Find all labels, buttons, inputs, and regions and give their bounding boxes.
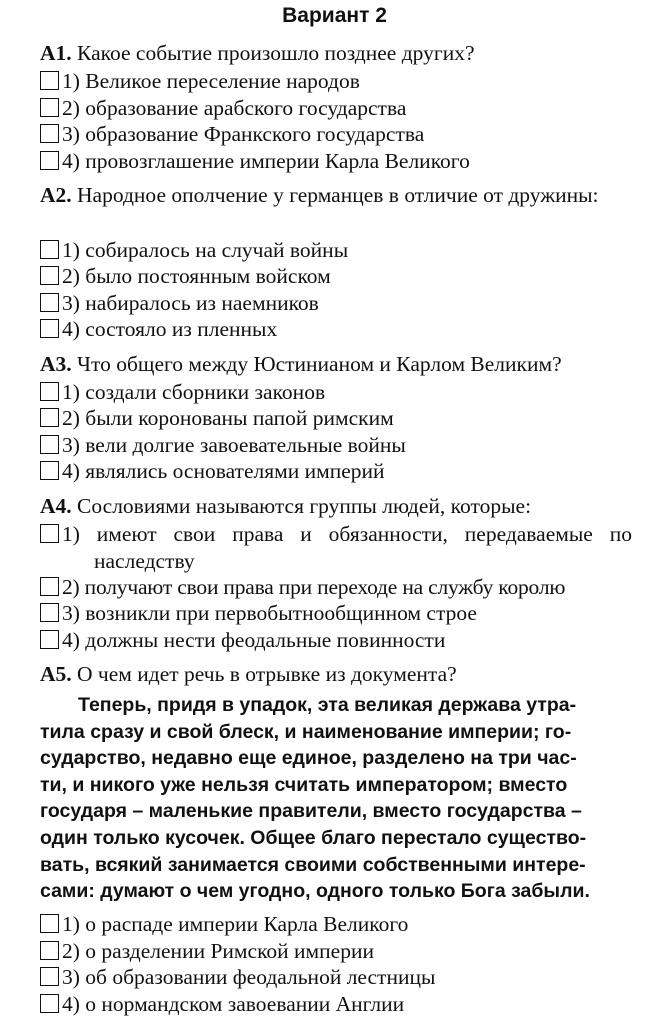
option-label: 2) было постоянным войском: [62, 264, 331, 288]
excerpt-line: вать, всякий занимается своими собственными интере-: [40, 853, 586, 876]
option-label: 1) создали сборники законов: [62, 380, 326, 404]
excerpt-line: государя – маленькие правители, вместо государства –: [40, 800, 582, 823]
checkbox[interactable]: [40, 630, 59, 649]
answer-option[interactable]: [40, 237, 632, 264]
option-label: 3) об образовании феодальной лестницы: [62, 965, 436, 989]
answer-option[interactable]: [40, 458, 632, 485]
answer-option[interactable]: [40, 574, 632, 601]
checkbox[interactable]: [40, 603, 59, 622]
question-number: А4.: [40, 494, 72, 518]
answer-option[interactable]: [40, 432, 632, 459]
question-number: А5.: [40, 662, 72, 686]
question-text: Сословиями называются группы людей, которые:: [77, 494, 532, 518]
option-label: 2) были коронованы папой римским: [62, 406, 394, 430]
checkbox[interactable]: [40, 408, 59, 427]
option-label: 4) должны нести феодальные повинности: [62, 628, 446, 652]
answer-option[interactable]: [40, 148, 632, 175]
question-text: Народное ополчение у германцев в отличие от дружины:: [77, 183, 599, 207]
option-label: 3) образование Франкского государства: [62, 122, 425, 146]
option-label: 4) провозглашение империи Карла Великого: [62, 149, 470, 173]
option-label: 2) получают свои права при переходе на службу королю: [62, 575, 566, 599]
question-a1: [40, 40, 632, 67]
question-a4: [40, 493, 632, 520]
question-number: А3.: [40, 352, 72, 376]
excerpt-line: ти, и никого уже нельзя считать императором; вместо: [40, 773, 568, 796]
option-label: 4) являлись основателями империй: [62, 459, 385, 483]
checkbox[interactable]: [40, 71, 59, 90]
question-number: А2.: [40, 183, 72, 207]
answer-option[interactable]: [40, 316, 632, 343]
answer-option[interactable]: [40, 121, 632, 148]
checkbox[interactable]: [40, 124, 59, 143]
answer-option[interactable]: [40, 68, 632, 95]
option-label: 1) собиралось на случай войны: [62, 238, 349, 262]
excerpt-line: сами: думают о чем угодно, одного только Бога забыли.: [40, 880, 590, 903]
excerpt-line: один только кусочек. Общее благо перестало существо-: [40, 826, 587, 849]
excerpt-line: Теперь, придя в упадок, эта великая держава утра-: [78, 694, 577, 716]
checkbox[interactable]: [40, 967, 59, 986]
option-label: 1) Великое переселение народов: [62, 69, 360, 93]
answer-option[interactable]: [40, 290, 632, 317]
excerpt-line: сударство, недавно еще единое, разделено на три час-: [40, 747, 577, 770]
answer-option[interactable]: [40, 964, 632, 991]
option-label: 3) возникли при первобытнообщинном строе: [62, 601, 477, 625]
option-label: 4) о нормандском завоевании Англии: [62, 992, 405, 1016]
question-number: А1.: [40, 41, 72, 65]
variant-title: Вариант 2: [282, 4, 387, 27]
answer-option[interactable]: [40, 379, 632, 406]
option-label: 2) образование арабского государства: [62, 96, 407, 120]
answer-option[interactable]: [40, 95, 632, 122]
option-label: 2) о разделении Римской империи: [62, 939, 374, 963]
option-label: 1) о распаде империи Карла Великого: [62, 912, 409, 936]
answer-option[interactable]: [40, 405, 632, 432]
excerpt-line: тила сразу и свой блеск, и наименование империи; го-: [40, 720, 572, 743]
question-text: Что общего между Юстинианом и Карлом Великим?: [77, 352, 562, 376]
answer-option[interactable]: [40, 521, 632, 574]
option-label: 3) набиралось из наемников: [62, 291, 319, 315]
answer-option[interactable]: [40, 938, 632, 965]
checkbox[interactable]: [40, 435, 59, 454]
checkbox[interactable]: [40, 461, 59, 480]
question-a5: [40, 661, 632, 688]
checkbox[interactable]: [40, 98, 59, 117]
option-label: 3) вели долгие завоевательные войны: [62, 433, 406, 457]
question-a3: [40, 351, 632, 378]
checkbox[interactable]: [40, 577, 59, 596]
answer-option[interactable]: [40, 600, 632, 627]
checkbox[interactable]: [40, 524, 59, 543]
checkbox[interactable]: [40, 266, 59, 285]
checkbox[interactable]: [40, 293, 59, 312]
checkbox[interactable]: [40, 151, 59, 170]
question-a2: [40, 182, 632, 209]
checkbox[interactable]: [40, 240, 59, 259]
question-text: О чем идет речь в отрывке из документа?: [77, 662, 457, 686]
answer-option[interactable]: [40, 263, 632, 290]
answer-option[interactable]: [40, 911, 632, 938]
checkbox[interactable]: [40, 941, 59, 960]
checkbox[interactable]: [40, 319, 59, 338]
option-label: 1) имеют свои права и обязанности, передаваемые по наследству: [62, 522, 632, 573]
checkbox[interactable]: [40, 994, 59, 1013]
answer-option[interactable]: [40, 627, 632, 654]
answer-option[interactable]: [40, 991, 632, 1018]
question-text: Какое событие произошло позднее других?: [77, 41, 475, 65]
option-label: 4) состояло из пленных: [62, 317, 278, 341]
document-excerpt: [40, 692, 632, 905]
checkbox[interactable]: [40, 382, 59, 401]
checkbox[interactable]: [40, 914, 59, 933]
